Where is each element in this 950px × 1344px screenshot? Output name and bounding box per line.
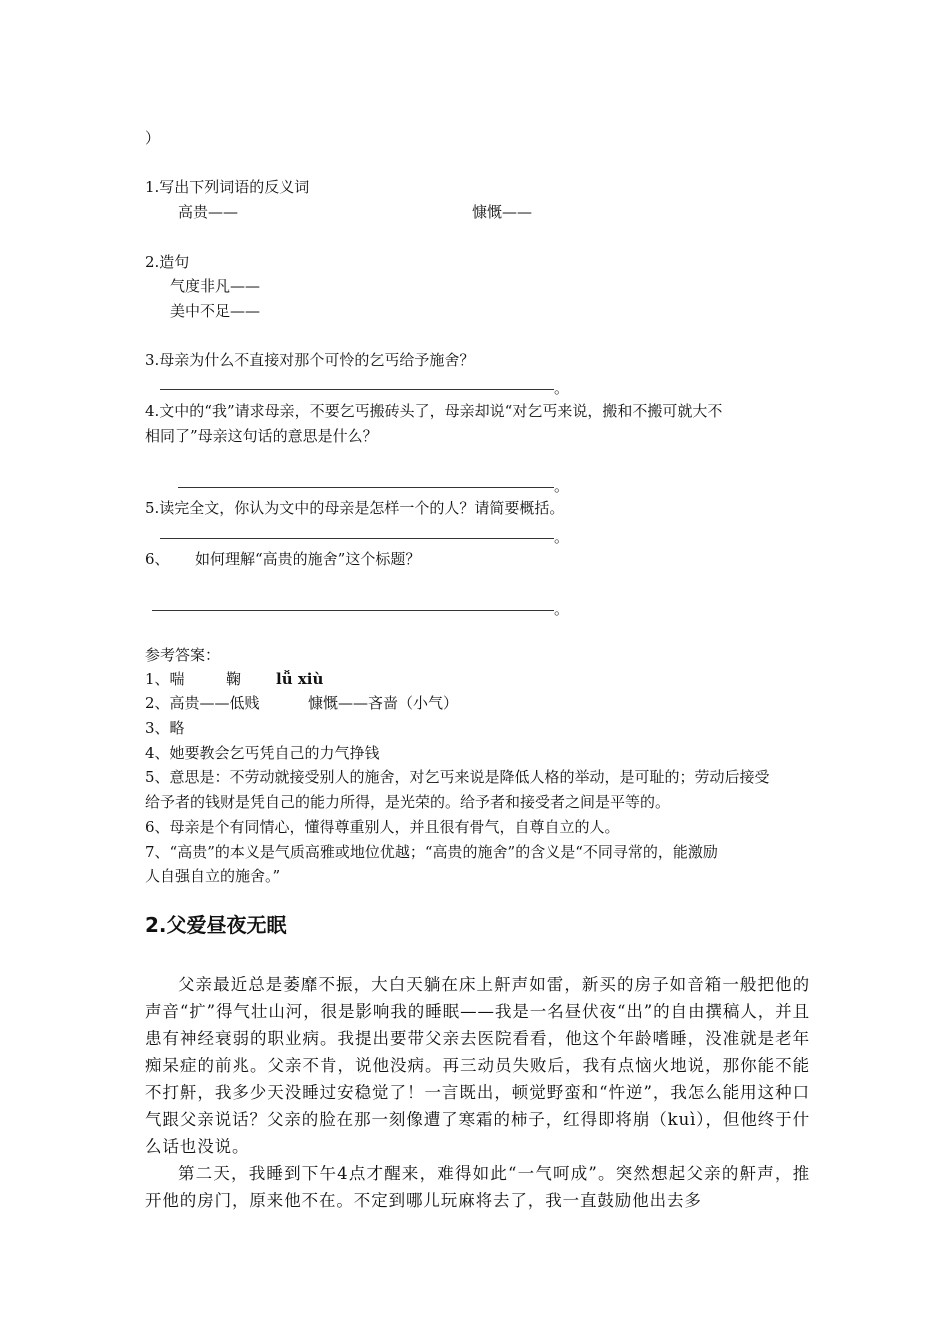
question-3-end: 。 — [554, 379, 570, 397]
answer-1-b: 鞠 — [226, 670, 242, 688]
section-2-body — [145, 971, 810, 1214]
section-2-title: 2.父爱昼夜无眠 — [145, 913, 287, 937]
question-5-end: 。 — [554, 528, 570, 546]
section-2-paragraph-2: 第二天，我睡到下午4点才醒来，难得如此“一气呵成”。突然想起父亲的鼾声，推开他的房门，原来他不在。不定到哪儿玩麻将去了，我一直鼓励他出去多 — [145, 1164, 810, 1210]
question-5-answer-line[interactable] — [160, 538, 554, 539]
question-5-prompt: 5.读完全文，你认为文中的母亲是怎样一个的人？请简要概括。 — [145, 499, 565, 517]
section-2-paragraph-1: 父亲最近总是萎靡不振，大白天躺在床上鼾声如雷，新买的房子如音箱一般把他的声音“扩”得气壮山河，很是影响我的睡眠——我是一名昼伏夜“出”的自由撰稿人，并且患有神经衰弱的职业病。我提出要带父亲去医院看看，他这个年龄嗜睡，没准就是老年痴呆症的前兆。父亲不肯，说他没病。再三动员失败后，我有点恼火地说，那你能不能不打鼾，我多少天没睡过安稳觉了！一言既出，顿觉野蛮和“忤逆”，我怎么能用这种口气跟父亲说话？父亲的脸在那一刻像遭了寒霜的柿子，红得即将崩（kuì），但他终于什么话也没说。 — [145, 975, 810, 1156]
answer-5-line1: 5、意思是：不劳动就接受别人的施舍，对乞丐来说是降低人格的举动，是可耻的；劳动后接受 — [145, 768, 770, 786]
answer-5-line2: 给予者的钱财是凭自己的能力所得，是光荣的。给予者和接受者之间是平等的。 — [145, 793, 671, 811]
answer-1-pinyin: lǚ xiù — [276, 670, 324, 688]
answer-7-line2: 人自强自立的施舍。” — [145, 867, 281, 885]
answer-1-label: 1、喘 — [145, 670, 185, 688]
question-1-word-a: 高贵—— — [178, 203, 239, 221]
question-6-answer-line[interactable] — [152, 610, 554, 611]
question-4-end: 。 — [554, 477, 570, 495]
question-4-line2: 相同了”母亲这句话的意思是什么？ — [145, 427, 378, 445]
question-6-end: 。 — [554, 600, 570, 618]
question-1-prompt: 1.写出下列词语的反义词 — [145, 178, 310, 196]
question-3-prompt: 3.母亲为什么不直接对那个可怜的乞丐给予施舍？ — [145, 351, 475, 369]
question-4-answer-line[interactable] — [178, 487, 554, 488]
question-2-item-a: 气度非凡—— — [170, 277, 261, 295]
answer-3: 3、略 — [145, 719, 185, 737]
question-1-word-b: 慷慨—— — [472, 203, 533, 221]
answers-heading: 参考答案： — [145, 646, 221, 664]
answer-6: 6、母亲是个有同情心，懂得尊重别人，并且很有骨气，自尊自立的人。 — [145, 818, 620, 836]
answer-2-label: 2、高贵——低贱 — [145, 694, 260, 712]
answer-4: 4、她要教会乞丐凭自己的力气挣钱 — [145, 744, 380, 762]
top-paren: ） — [145, 129, 161, 147]
question-6-number: 6、 — [145, 550, 170, 568]
question-4-line1: 4.文中的“我”请求母亲，不要乞丐搬砖头了，母亲却说“对乞丐来说，搬和不搬可就大不 — [145, 402, 723, 420]
question-2-prompt: 2.造句 — [145, 253, 190, 271]
answer-7-line1: 7、“高贵”的本义是气质高雅或地位优越；“高贵的施舍”的含义是“不同寻常的，能激励 — [145, 843, 718, 861]
question-2-item-b: 美中不足—— — [170, 302, 261, 320]
question-6-prompt: 如何理解“高贵的施舍”这个标题？ — [195, 550, 421, 568]
answer-2-b: 慷慨——吝啬（小气） — [308, 694, 459, 712]
question-3-answer-line[interactable] — [160, 389, 554, 390]
